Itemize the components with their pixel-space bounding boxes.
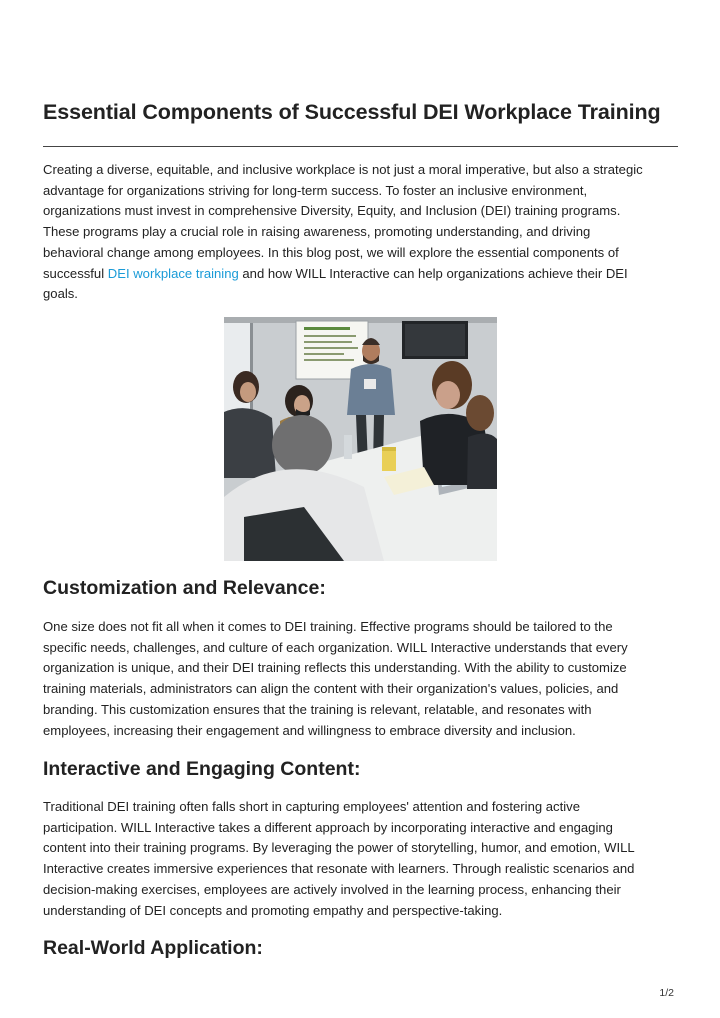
section-line: content into their training programs. By leveraging the power of storytelling, humor, and emotion, WILL <box>43 840 635 856</box>
section-line: training materials, administrators can align the content with their organization's values, policies, and <box>43 681 619 697</box>
intro-line: behavioral change among employees. In this blog post, we will explore the essential components of <box>43 244 619 260</box>
intro-paragraph <box>43 160 678 305</box>
intro-line: goals. <box>43 286 78 302</box>
intro-line: advantage for organizations striving for long-term success. To foster an inclusive environment, <box>43 182 588 198</box>
intro-line: organizations must invest in comprehensive Diversity, Equity, and Inclusion (DEI) training programs. <box>43 203 621 219</box>
intro-line-with-link <box>43 264 678 285</box>
training-photo-illustration <box>224 317 497 561</box>
section-heading: Real-World Application: <box>43 937 263 959</box>
dei-workplace-training-link[interactable]: DEI workplace training <box>107 265 239 281</box>
section-line: employees, increasing their engagement and willingness to embrace diversity and inclusion. <box>43 722 576 738</box>
training-session-photo <box>224 317 497 561</box>
page-number: 1/2 <box>659 987 674 999</box>
page-title: Essential Components of Successful DEI Workplace Training <box>43 100 661 124</box>
intro-line: Creating a diverse, equitable, and inclusive workplace is not just a moral imperative, but also a strategic <box>43 162 643 177</box>
section-paragraph <box>43 617 678 741</box>
section-line: Interactive creates immersive experiences that resonate with learners. Through realistic scenarios and <box>43 861 635 877</box>
section-line: Traditional DEI training often falls short in capturing employees' attention and fostering active <box>43 799 580 814</box>
intro-text: successful <box>43 265 108 281</box>
section-paragraph <box>43 797 678 921</box>
section-line: participation. WILL Interactive takes a different approach by incorporating interactive and engaging <box>43 819 613 835</box>
section-line: organization is unique, and their DEI training reflects this understanding. With the ability to customize <box>43 660 627 676</box>
section-line: specific needs, challenges, and culture of each organization. WILL Interactive understands that every <box>43 639 628 655</box>
section-heading: Interactive and Engaging Content: <box>43 758 361 780</box>
section-line: One size does not fit all when it comes to DEI training. Effective programs should be tailored to the <box>43 619 613 634</box>
intro-text: and how WILL Interactive can help organizations achieve their DEI <box>238 265 628 281</box>
title-divider <box>43 146 678 147</box>
intro-line: These programs play a crucial role in raising awareness, promoting understanding, and driving <box>43 224 591 240</box>
section-line: branding. This customization ensures that the training is relevant, relatable, and resonates with <box>43 701 592 717</box>
section-heading: Customization and Relevance: <box>43 577 326 599</box>
section-line: understanding of DEI concepts and promoting empathy and perspective-taking. <box>43 902 503 918</box>
section-line: decision-making exercises, employees are actively involved in the learning process, enhancing their <box>43 881 621 897</box>
